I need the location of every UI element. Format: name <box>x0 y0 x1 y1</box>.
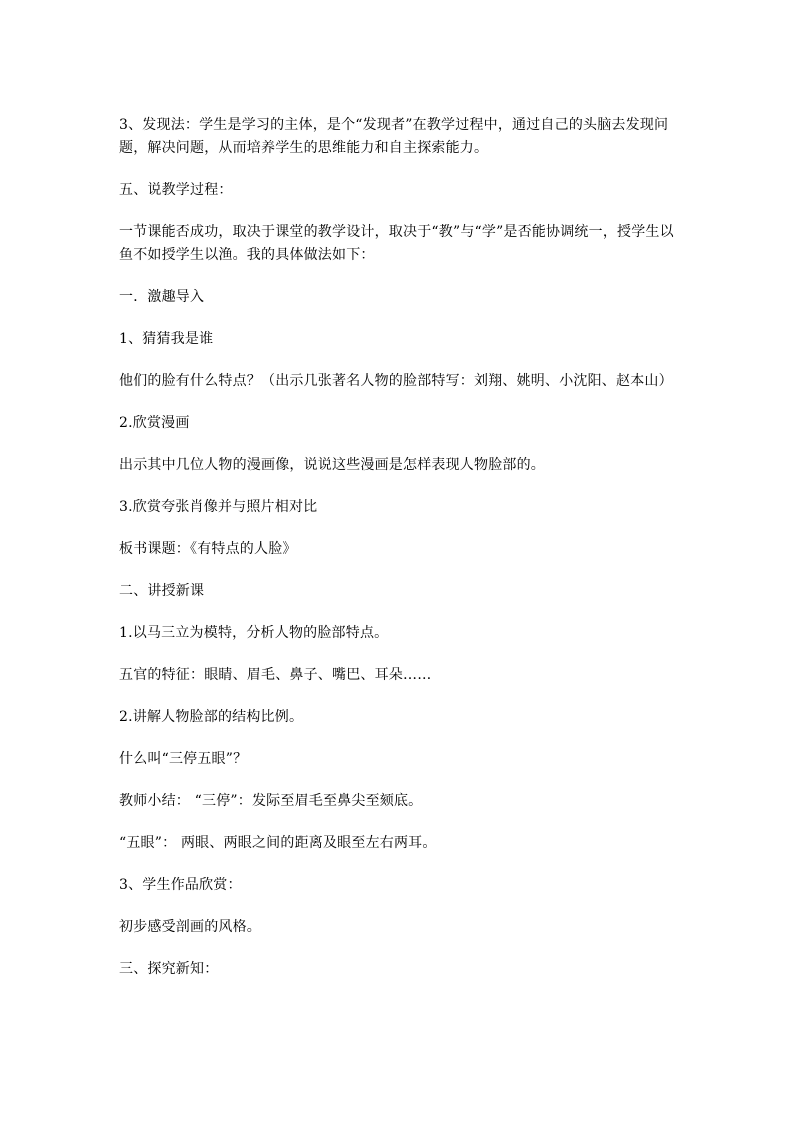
paragraph-style-feel: 初步感受剖画的风格。 <box>119 919 261 935</box>
subheading-guess-who: 1、猜猜我是谁 <box>119 331 214 347</box>
subheading-appreciate-cartoons: 2.欣赏漫画 <box>119 415 190 431</box>
subheading-face-proportions: 2.讲解人物脸部的结构比例。 <box>119 709 304 725</box>
heading-teaching-process: 五、说教学过程： <box>119 182 233 198</box>
heading-introduction: 一．激趣导入 <box>119 289 205 305</box>
paragraph-discovery-method: 3、发现法：学生是学习的主体，是个“发现者”在教学过程中，通过自己的头脑去发现问题，解决问题，从而培养学生的思维能力和自主探索能力。 <box>119 117 669 156</box>
paragraph-facial-features: 五官的特征：眼睛、眉毛、鼻子、嘴巴、耳朵…… <box>119 667 432 683</box>
heading-explore-new: 三、探究新知： <box>119 961 219 977</box>
document-body <box>119 114 679 1000</box>
subheading-exaggerated-portraits: 3.欣赏夸张肖像并与照片相对比 <box>119 499 318 515</box>
paragraph-face-features-question: 他们的脸有什么特点？（出示几张著名人物的脸部特写：刘翔、姚明、小沈阳、赵本山） <box>119 373 673 389</box>
paragraph-three-five-question: 什么叫“三停五眼”？ <box>119 751 248 767</box>
paragraph-five-eyes: “五眼”： 两眼、两眼之间的距离及眼至左右两耳。 <box>119 835 437 851</box>
paragraph-cartoon-discussion: 出示其中几位人物的漫画像，说说这些漫画是怎样表现人物脸部的。 <box>119 457 545 473</box>
paragraph-three-sections: 教师小结： “三停”：发际至眉毛至鼻尖至颏底。 <box>119 793 423 809</box>
paragraph-lesson-design: 一节课能否成功，取决于课堂的教学设计，取决于“教”与“学”是否能协调统一，授学生以鱼不如授学生以渔。我的具体做法如下： <box>119 224 674 263</box>
subheading-model-analysis: 1.以马三立为模特，分析人物的脸部特点。 <box>119 625 389 641</box>
heading-new-lesson: 二、讲授新课 <box>119 583 205 599</box>
paragraph-board-title: 板书课题：《有特点的人脸》 <box>119 541 297 557</box>
subheading-student-works: 3、学生作品欣赏： <box>119 877 242 893</box>
